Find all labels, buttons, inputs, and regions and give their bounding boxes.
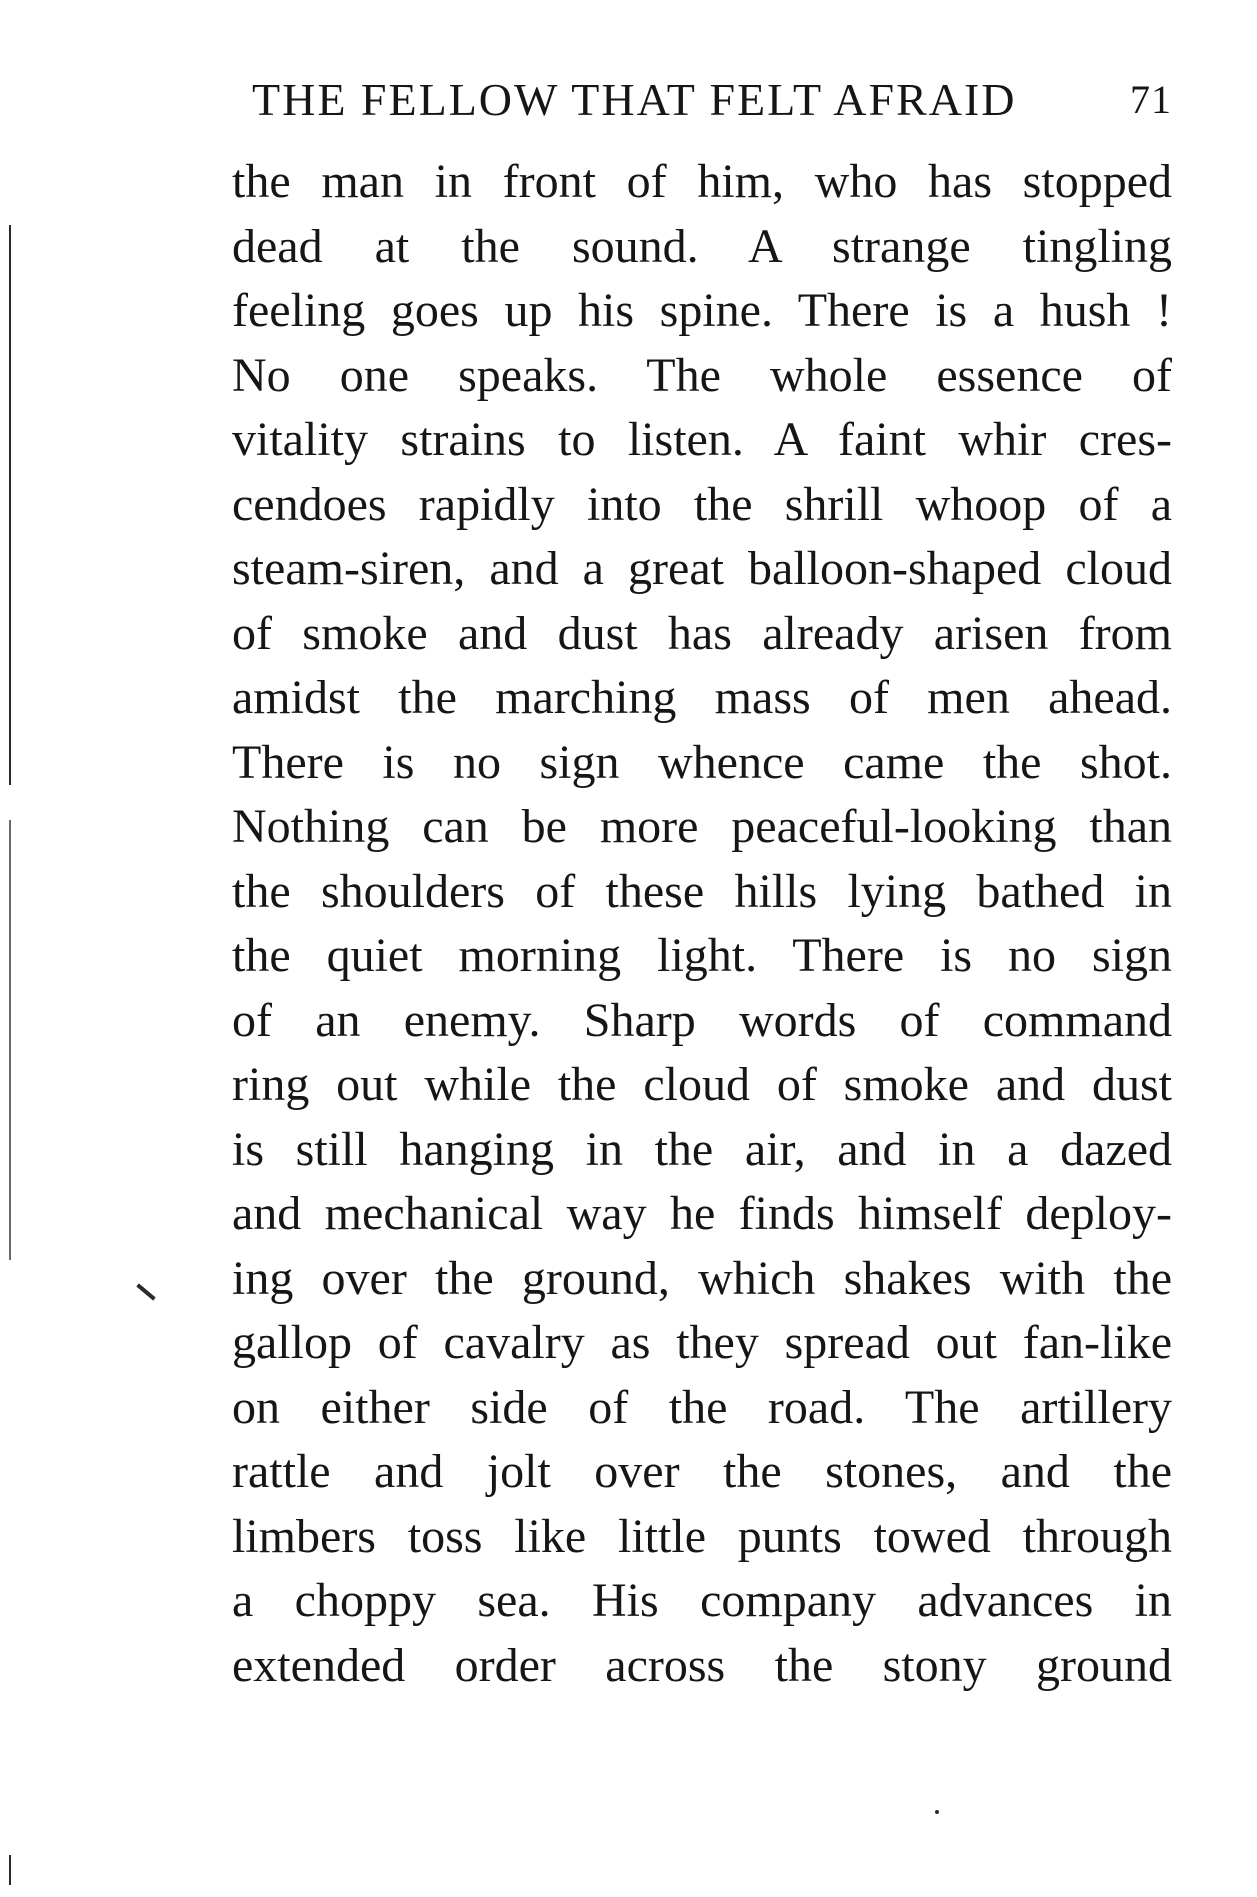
running-title: THE FELLOW THAT FELT AFRAID [252, 74, 1017, 125]
text-line: dead at the sound. A strange tingling [232, 219, 1172, 273]
text-line: a choppy sea. His company advances in [232, 1574, 1172, 1627]
text-line: is still hanging in the air, and in a dazed [232, 1122, 1172, 1176]
text-line: cendoes rapidly into the shrill whoop of a [232, 477, 1172, 531]
body-text [232, 150, 1172, 1698]
text-line: and mechanical way he finds himself deploy- [232, 1187, 1172, 1240]
text-line: There is no sign whence came the shot. [232, 735, 1172, 789]
text-line: of smoke and dust has already arisen from [232, 606, 1172, 660]
text-line: rattle and jolt over the stones, and the [232, 1445, 1172, 1498]
text-line: Nothing can be more peaceful-looking than [232, 800, 1172, 853]
text-line: feeling goes up his spine. There is a hush ! [232, 284, 1172, 337]
text-line: extended order across the stony ground [232, 1638, 1172, 1692]
text-line: the shoulders of these hills lying bathed in [232, 864, 1172, 918]
text-line: steam-siren, and a great balloon-shaped cloud [232, 542, 1172, 595]
text-line: on either side of the road. The artillery [232, 1380, 1172, 1434]
text-line: limbers toss like little punts towed through [232, 1509, 1172, 1563]
text-line: ring out while the cloud of smoke and dust [232, 1058, 1172, 1111]
page-number: 71 [1130, 77, 1172, 122]
running-header [252, 70, 1172, 130]
scan-edge-line [9, 225, 11, 785]
stray-ink-mark [136, 1283, 155, 1300]
text-line: ing over the ground, which shakes with the [232, 1251, 1172, 1305]
text-line: the man in front of him, who has stopped [232, 155, 1172, 208]
text-line: amidst the marching mass of men ahead. [232, 671, 1172, 724]
text-line: the quiet morning light. There is no sign [232, 929, 1172, 982]
scan-edge-line [9, 820, 11, 1260]
text-line: of an enemy. Sharp words of command [232, 993, 1172, 1047]
text-line: vitality strains to listen. A faint whir cres- [232, 413, 1172, 466]
text-line: gallop of cavalry as they spread out fan-like [232, 1316, 1172, 1369]
stray-ink-dot [935, 1810, 939, 1814]
text-line: No one speaks. The whole essence of [232, 348, 1172, 402]
scan-edge-line [9, 1855, 11, 1885]
